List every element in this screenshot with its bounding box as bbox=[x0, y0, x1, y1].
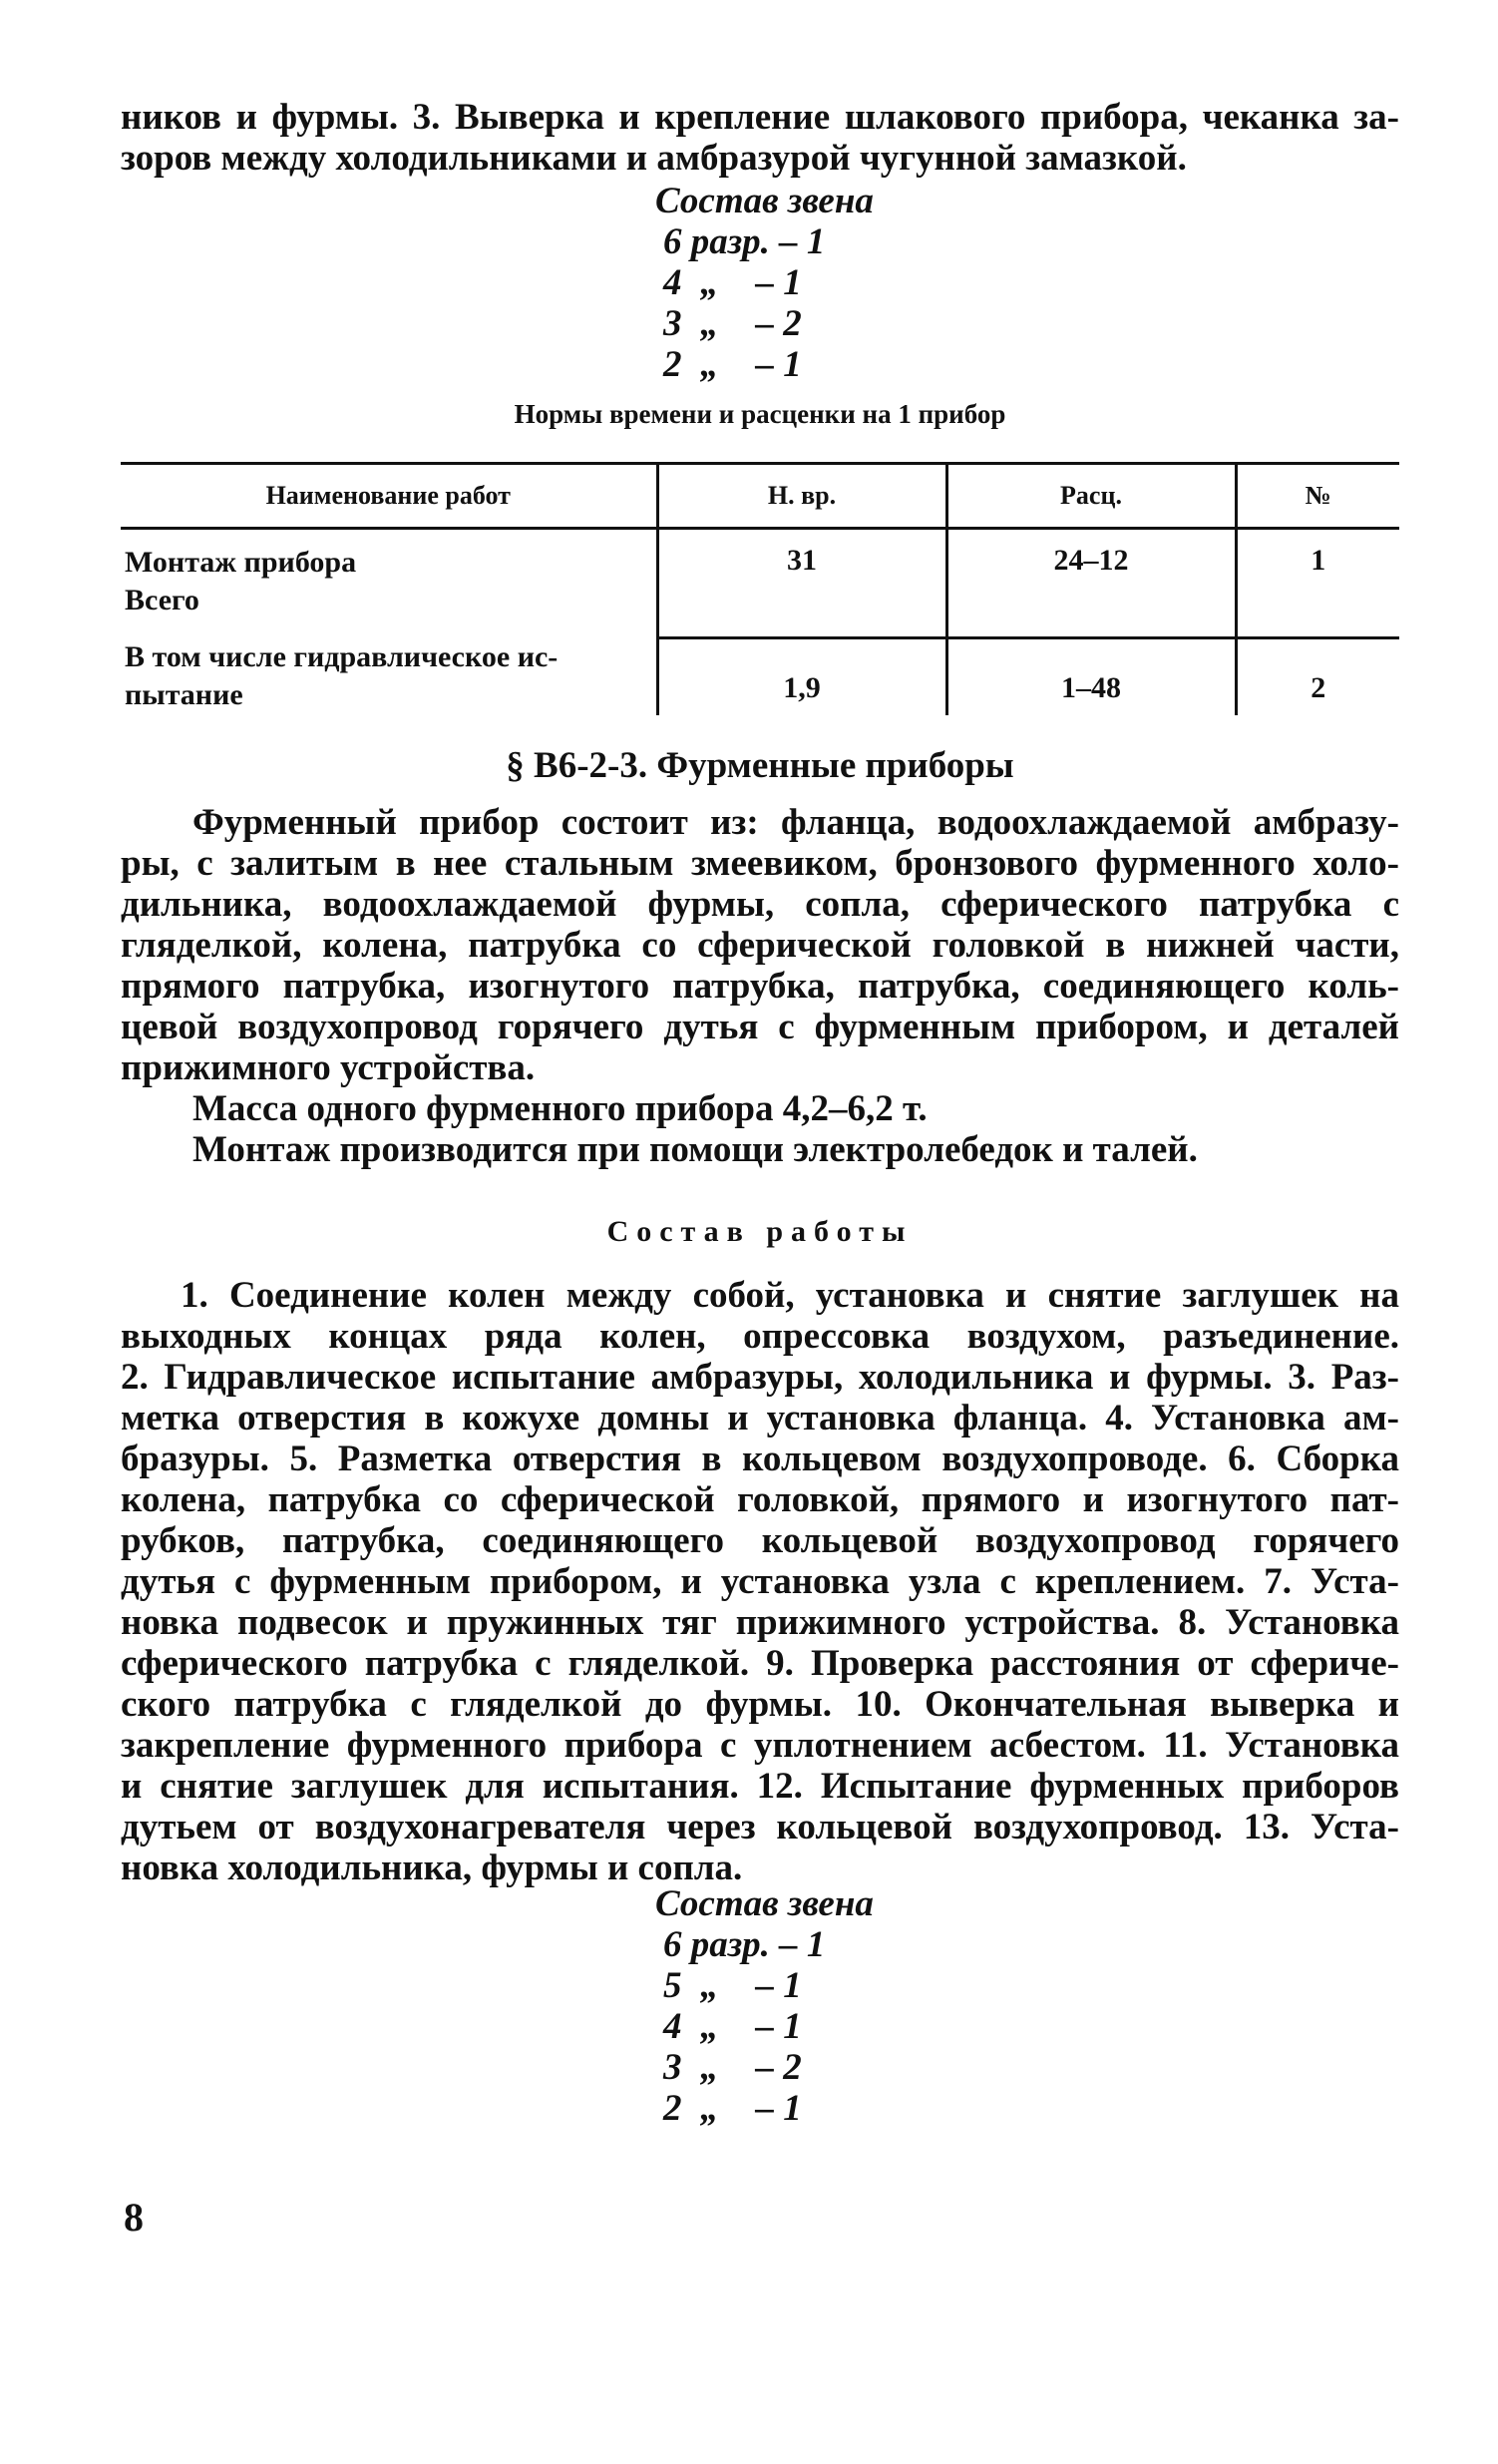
time-cell: 31 bbox=[657, 529, 946, 638]
crew-row: 4 „ – 1 bbox=[663, 2006, 802, 2047]
text-line: ского патрубка с гляделкой до фурмы. 10. Окончательная выверка и bbox=[121, 1684, 1399, 1725]
crew-row: 4 „ – 1 bbox=[663, 262, 802, 303]
norms-caption: Нормы времени и расценки на 1 прибор bbox=[514, 399, 1006, 429]
work-composition-paragraph bbox=[121, 1275, 1399, 1888]
crew-title: Состав звена bbox=[655, 181, 874, 221]
column-header: Наименование работ bbox=[121, 464, 657, 529]
work-name-cell bbox=[121, 638, 657, 715]
time-cell: 1,9 bbox=[657, 638, 946, 715]
column-header: Н. вр. bbox=[657, 464, 946, 529]
crew-rows-1 bbox=[663, 221, 825, 385]
text-line: ников и фурмы. 3. Выверка и крепление шлакового прибора, чеканка за- bbox=[121, 97, 1399, 138]
crew-row: 3 „ – 2 bbox=[663, 2047, 802, 2088]
crew-row: 6 разр. – 1 bbox=[663, 221, 826, 262]
text-line: и снятие заглушек для испытания. 12. Испытание фурменных приборов bbox=[121, 1766, 1399, 1807]
work-subname: пытание bbox=[125, 677, 243, 711]
text-line: цевой воздухопровод горячего дутья с фурменным прибором, и деталей bbox=[121, 1007, 1399, 1047]
assembly-line: Монтаж производится при помощи электролебедок и талей. bbox=[192, 1129, 1198, 1170]
work-subname: Всего bbox=[125, 584, 199, 616]
table-header-row bbox=[121, 464, 1399, 529]
crew-title: Состав звена bbox=[655, 1883, 874, 1924]
column-header: Расц. bbox=[946, 464, 1236, 529]
text-line: 2. Гидравлическое испытание амбразуры, холодильника и фурмы. 3. Раз- bbox=[121, 1357, 1399, 1398]
work-name: В том числе гидравлическое ис- bbox=[125, 639, 559, 673]
text-line: гляделкой, колена, патрубка со сферической головкой в нижней части, bbox=[121, 925, 1399, 966]
text-line: зоров между холодильниками и амбразурой чугунной замазкой. bbox=[121, 138, 1187, 179]
top-paragraph bbox=[121, 97, 1399, 179]
crew-row: 2 „ – 1 bbox=[663, 344, 802, 385]
crew-composition-2 bbox=[655, 1883, 874, 1924]
text-line: дутьем от воздухонагревателя через кольцевой воздухопровод. 13. Уста- bbox=[121, 1807, 1399, 1848]
text-line: сферического патрубка с гляделкой. 9. Проверка расстояния от сфериче- bbox=[121, 1643, 1399, 1684]
table-row bbox=[121, 529, 1399, 638]
text-line: ры, с залитым в нее стальным змеевиком, бронзового фурменного холо- bbox=[121, 843, 1399, 884]
text-line: рубков, патрубка, соединяющего кольцевой воздухопровод горячего bbox=[121, 1520, 1399, 1561]
text-line: новка подвесок и пружинных тяг прижимного устройства. 8. Установка bbox=[121, 1602, 1399, 1643]
text-line: дутья с фурменным прибором, и установка узла с креплением. 7. Уста- bbox=[121, 1561, 1399, 1602]
crew-row: 2 „ – 1 bbox=[663, 2088, 802, 2129]
work-name: Монтаж прибора bbox=[125, 546, 357, 579]
work-name-cell bbox=[121, 529, 657, 638]
crew-row: 5 „ – 1 bbox=[663, 1965, 802, 2006]
text-line: прямого патрубка, изогнутого патрубка, патрубка, соединяющего коль- bbox=[121, 966, 1399, 1007]
crew-row: 3 „ – 2 bbox=[663, 303, 802, 344]
text-line: Фурменный прибор состоит из: фланца, водоохлаждаемой амбразу- bbox=[192, 802, 1399, 843]
rate-cell: 24–12 bbox=[946, 529, 1236, 638]
text-line: выходных концах ряда колен, опрессовка воздухом, разъединение. bbox=[121, 1316, 1399, 1357]
text-line: закрепление фурменного прибора с уплотнением асбестом. 11. Установка bbox=[121, 1725, 1399, 1766]
section-paragraph bbox=[121, 802, 1399, 1170]
section-title: § В6-2-3. Фурменные приборы bbox=[506, 745, 1014, 786]
text-line: метка отверстия в кожухе домны и установка фланца. 4. Установка ам- bbox=[121, 1398, 1399, 1438]
table-row bbox=[121, 638, 1399, 715]
text-line: 1. Соединение колен между собой, установка и снятие заглушек на bbox=[181, 1275, 1399, 1316]
text-line: колена, патрубка со сферической головкой, прямого и изогнутого пат- bbox=[121, 1479, 1399, 1520]
rate-cell: 1–48 bbox=[946, 638, 1236, 715]
text-line: бразуры. 5. Разметка отверстия в кольцевом воздухопроводе. 6. Сборка bbox=[121, 1438, 1399, 1479]
number-cell: 2 bbox=[1236, 638, 1399, 715]
crew-composition-1 bbox=[655, 181, 874, 221]
column-header: № bbox=[1236, 464, 1399, 529]
number-cell: 1 bbox=[1236, 529, 1399, 638]
page-number: 8 bbox=[124, 2195, 144, 2240]
text-line: прижимного устройства. bbox=[121, 1047, 536, 1088]
text-line: дильника, водоохлаждаемой фурмы, сопла, сферического патрубка с bbox=[121, 884, 1399, 925]
crew-rows-2 bbox=[663, 1924, 825, 2129]
norms-table bbox=[121, 462, 1399, 715]
crew-row: 6 разр. – 1 bbox=[663, 1924, 826, 1965]
work-composition-title: Состав работы bbox=[606, 1215, 914, 1248]
text-line: новка холодильника, фурмы и сопла. bbox=[121, 1848, 743, 1888]
mass-line: Масса одного фурменного прибора 4,2–6,2 т. bbox=[192, 1088, 928, 1129]
